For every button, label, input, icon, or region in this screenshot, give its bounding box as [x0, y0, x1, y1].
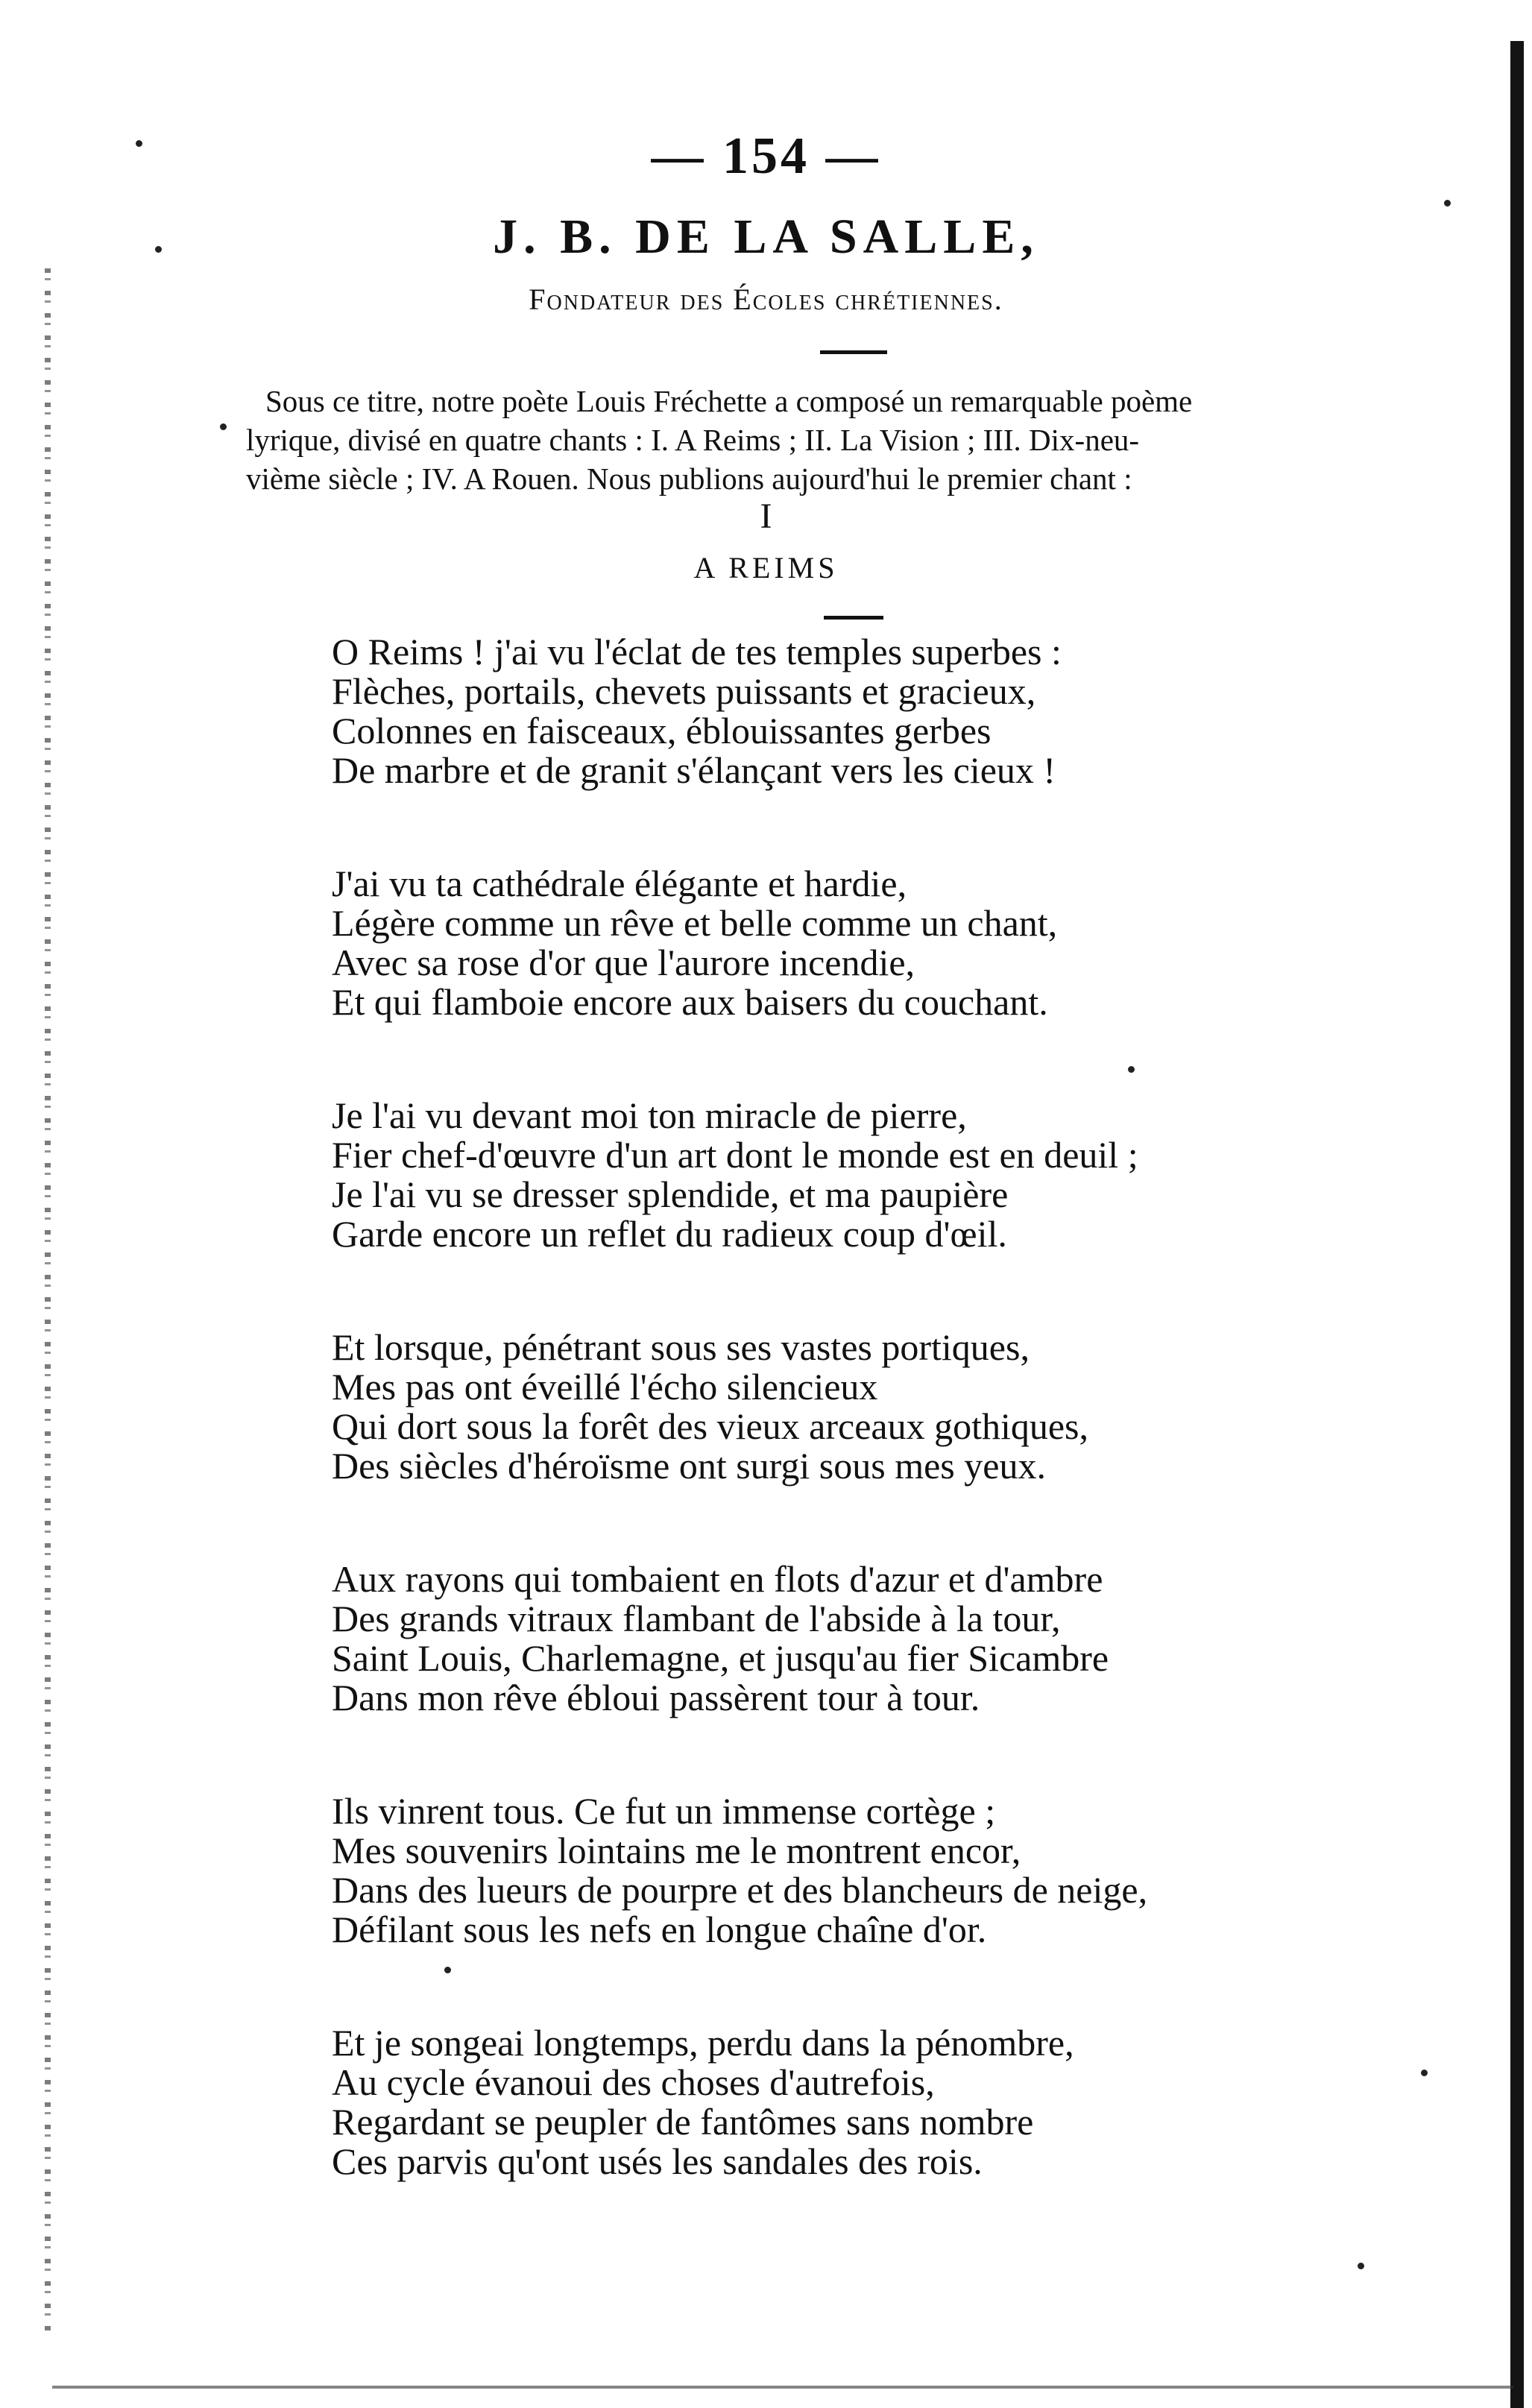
- stanza: [332, 632, 1450, 790]
- verse: Aux rayons qui tombaient en flots d'azur et d'ambre: [332, 1558, 1103, 1600]
- verse: Fier chef-d'œuvre d'un art dont le monde est en deuil ;: [332, 1134, 1138, 1176]
- stanza: [332, 1328, 1450, 1486]
- verse: Au cycle évanoui des choses d'autrefois,: [332, 2061, 935, 2103]
- verse: Défilant sous les nefs en longue chaîne d'or.: [332, 1909, 987, 1950]
- verse: De marbre et de granit s'élançant vers les cieux !: [332, 749, 1056, 791]
- scan-speck: [1358, 2263, 1364, 2269]
- divider-rule: [820, 350, 887, 354]
- verse: Qui dort sous la forêt des vieux arceaux gothiques,: [332, 1405, 1089, 1447]
- scan-edge-bottom: [52, 2386, 1513, 2389]
- stanza: [332, 1791, 1450, 1950]
- verse: Je l'ai vu se dresser splendide, et ma paupière: [332, 1173, 1009, 1215]
- intro-line: Sous ce titre, notre poète Louis Fréchette a composé un remarquable poème: [265, 384, 1193, 418]
- intro-line: vième siècle ; IV. A Rouen. Nous publions aujourd'hui le premier chant :: [246, 461, 1132, 496]
- stanza: [332, 1096, 1450, 1254]
- verse: Ces parvis qu'ont usés les sandales des rois.: [332, 2140, 983, 2182]
- divider-rule: [824, 616, 883, 620]
- verse: Des grands vitraux flambant de l'abside à la tour,: [332, 1598, 1061, 1639]
- scan-edge-right: [1510, 41, 1524, 2408]
- verse: Mes souvenirs lointains me le montrent encor,: [332, 1829, 1021, 1871]
- verse: Légère comme un rêve et belle comme un chant,: [332, 902, 1058, 944]
- verse: Dans des lueurs de pourpre et des blancheurs de neige,: [332, 1869, 1148, 1911]
- verse: Flèches, portails, chevets puissants et gracieux,: [332, 670, 1036, 712]
- verse: Colonnes en faisceaux, éblouissantes gerbes: [332, 710, 992, 751]
- verse: Saint Louis, Charlemagne, et jusqu'au fier Sicambre: [332, 1637, 1109, 1679]
- section-title: A REIMS: [693, 551, 839, 584]
- verse: Mes pas ont éveillé l'écho silencieux: [332, 1366, 878, 1408]
- verse: O Reims ! j'ai vu l'éclat de tes temples superbes :: [332, 631, 1062, 672]
- verse: Dans mon rêve ébloui passèrent tour à tour.: [332, 1677, 980, 1718]
- page-number: — 154 —: [651, 127, 881, 185]
- verse: Regardant se peupler de fantômes sans nombre: [332, 2101, 1034, 2143]
- verse: Et je songeai longtemps, perdu dans la pénombre,: [332, 2022, 1074, 2064]
- verse: Je l'ai vu devant moi ton miracle de pierre,: [332, 1094, 967, 1136]
- section-numeral: I: [760, 497, 772, 536]
- verse: Ils vinrent tous. Ce fut un immense cortège ;: [332, 1790, 996, 1832]
- verse: Avec sa rose d'or que l'aurore incendie,: [332, 942, 915, 983]
- verse: Des siècles d'héroïsme ont surgi sous mes yeux.: [332, 1445, 1046, 1487]
- stanza: [332, 864, 1450, 1022]
- scan-speck: [1444, 200, 1451, 207]
- intro-paragraph: [246, 382, 1431, 498]
- page-title: J. B. DE LA SALLE,: [493, 209, 1039, 264]
- verse: Garde encore un reflet du radieux coup d'œil.: [332, 1213, 1007, 1255]
- verse: J'ai vu ta cathédrale élégante et hardie,: [332, 863, 907, 904]
- verse: Et qui flamboie encore aux baisers du couchant.: [332, 981, 1048, 1023]
- poem: [332, 632, 1450, 2255]
- intro-line: lyrique, divisé en quatre chants : I. A Reims ; II. La Vision ; III. Dix-neu-: [246, 423, 1140, 457]
- verse: Et lorsque, pénétrant sous ses vastes portiques,: [332, 1326, 1030, 1368]
- stanza: [332, 1560, 1450, 1718]
- scan-speck: [220, 423, 227, 430]
- page-subtitle: Fondateur des Écoles chrétiennes.: [529, 283, 1003, 316]
- stanza: [332, 2023, 1450, 2181]
